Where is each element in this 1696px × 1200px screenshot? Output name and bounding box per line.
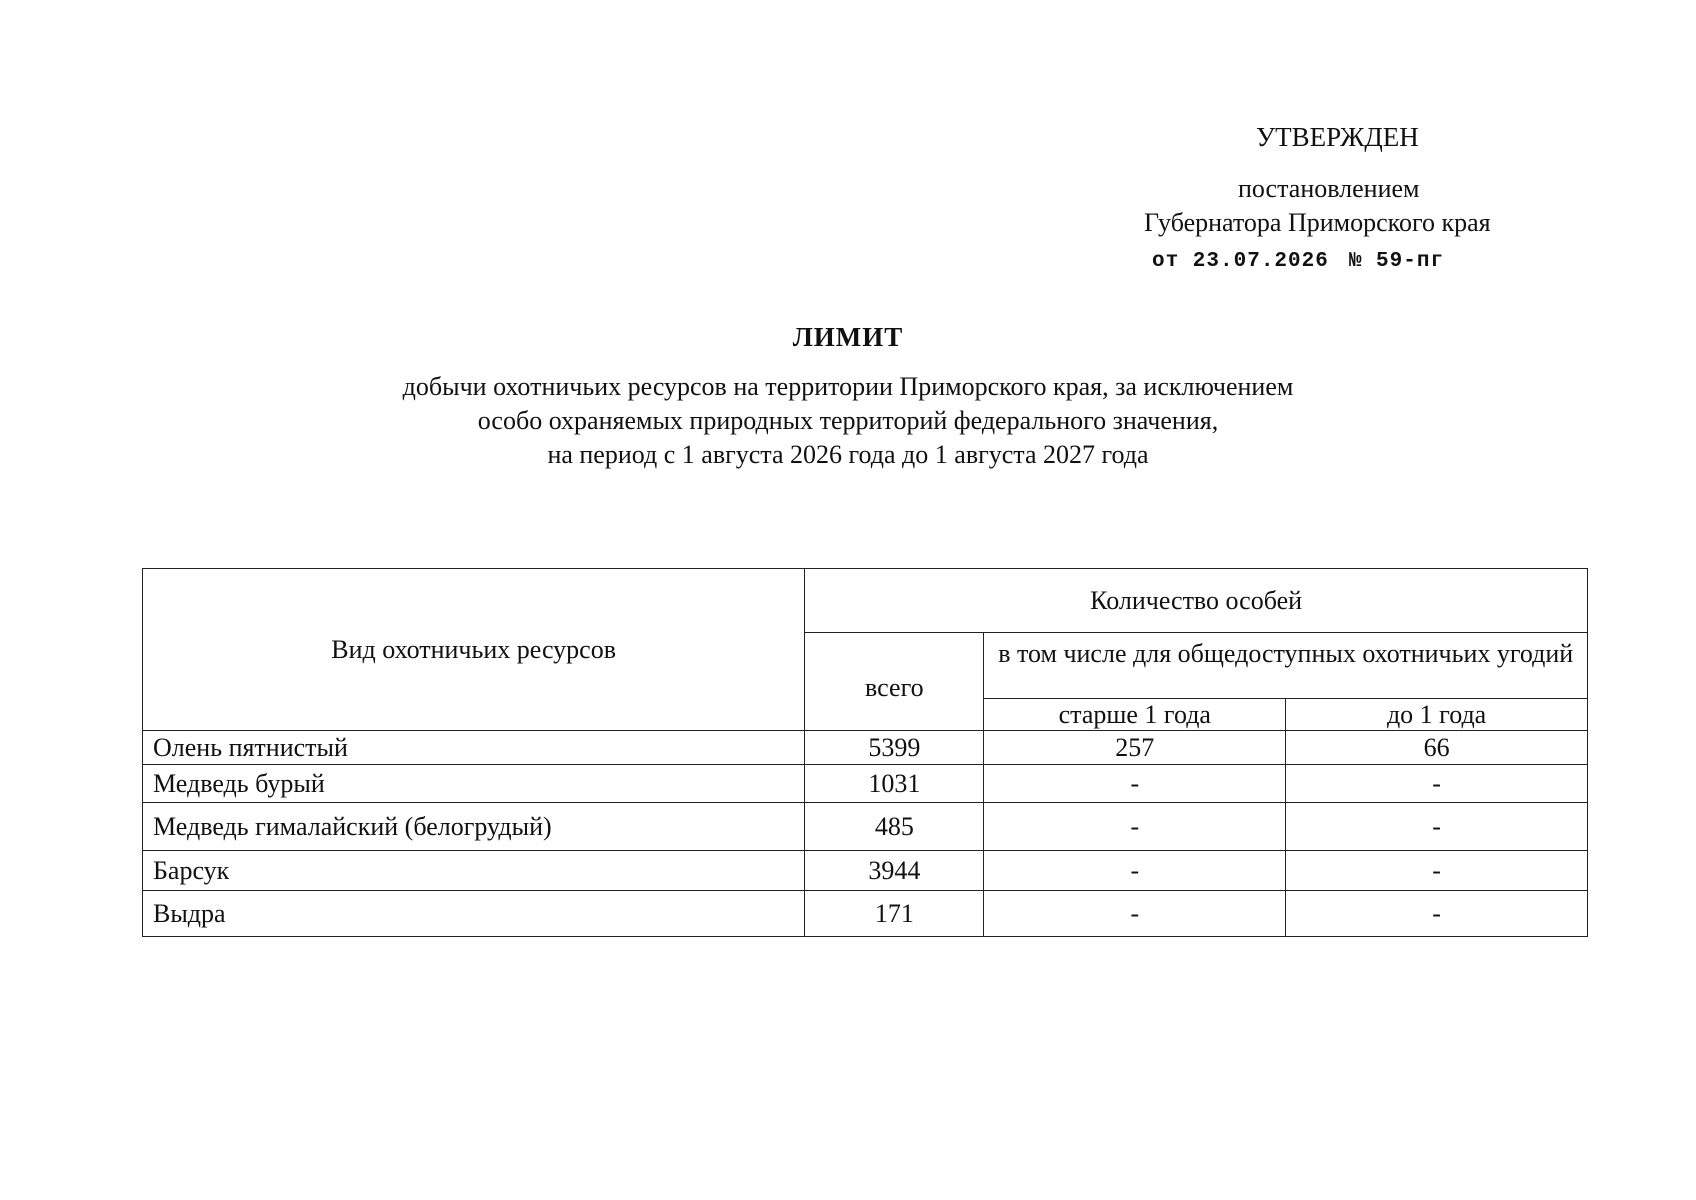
older-count: 257 xyxy=(984,731,1286,765)
older-count: - xyxy=(984,803,1286,851)
header-resource-type: Вид охотничьих ресурсов xyxy=(143,569,805,731)
older-count: - xyxy=(984,891,1286,937)
document-subtitle xyxy=(148,370,1548,472)
approval-governor-line: Губернатора Приморского края xyxy=(1144,208,1491,237)
table-row xyxy=(143,731,1588,765)
young-count: - xyxy=(1286,891,1588,937)
table-row xyxy=(143,765,1588,803)
total-count: 5399 xyxy=(805,731,984,765)
header-total: всего xyxy=(805,633,984,731)
document-title: ЛИМИТ xyxy=(792,322,904,352)
young-count: - xyxy=(1286,765,1588,803)
approval-title: УТВЕРЖДЕН xyxy=(1256,122,1419,152)
table-row xyxy=(143,891,1588,937)
table-row xyxy=(143,803,1588,851)
hunting-limits-table xyxy=(142,568,1588,937)
header-under-1-year: до 1 года xyxy=(1286,699,1588,731)
decree-date: от 23.07.2026 xyxy=(1152,250,1329,273)
older-count: - xyxy=(984,765,1286,803)
resource-name: Медведь гималайский (белогрудый) xyxy=(143,803,805,851)
subtitle-line: добычи охотничьих ресурсов на территории Приморского края, за исключением xyxy=(402,372,1294,401)
total-count: 485 xyxy=(805,803,984,851)
table-row xyxy=(143,851,1588,891)
young-count: - xyxy=(1286,803,1588,851)
header-older-than-1-year: старше 1 года xyxy=(984,699,1286,731)
subtitle-line: на период с 1 августа 2026 года до 1 августа 2027 года xyxy=(547,440,1149,469)
approval-decree-line: постановлением xyxy=(1238,174,1420,203)
total-count: 3944 xyxy=(805,851,984,891)
header-public-grounds: в том числе для общедоступных охотничьих угодий xyxy=(984,633,1588,699)
subtitle-line: особо охраняемых природных территорий федерального значения, xyxy=(477,406,1219,435)
header-quantity: Количество особей xyxy=(805,569,1588,633)
resource-name: Барсук xyxy=(143,851,805,891)
total-count: 171 xyxy=(805,891,984,937)
registration-stamp xyxy=(1152,250,1444,273)
decree-number: № 59-пг xyxy=(1348,250,1445,273)
resource-name: Медведь бурый xyxy=(143,765,805,803)
young-count: - xyxy=(1286,851,1588,891)
resource-name: Выдра xyxy=(143,891,805,937)
resource-name: Олень пятнистый xyxy=(143,731,805,765)
young-count: 66 xyxy=(1286,731,1588,765)
total-count: 1031 xyxy=(805,765,984,803)
older-count: - xyxy=(984,851,1286,891)
